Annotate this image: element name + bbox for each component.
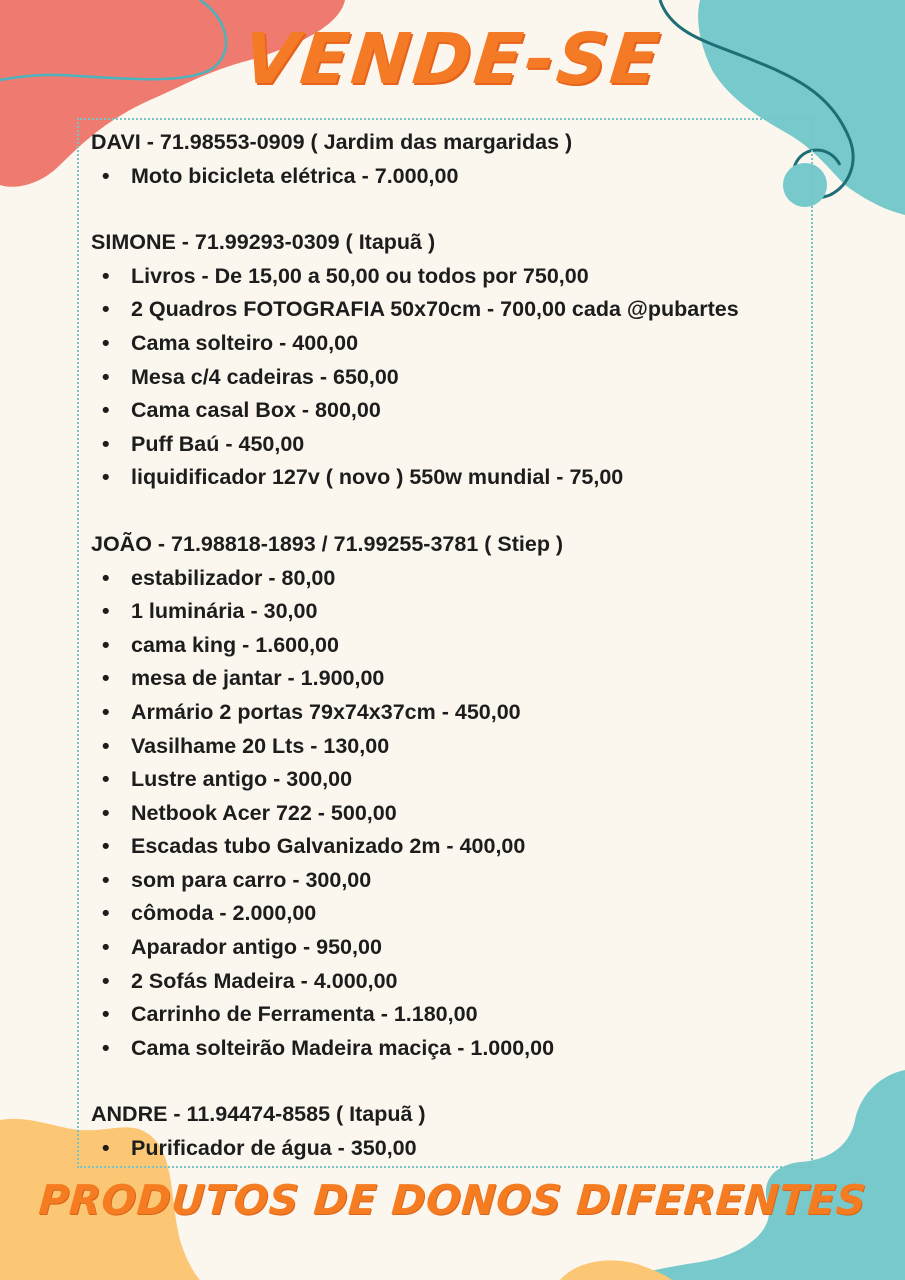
item-list <box>91 260 813 495</box>
footer-banner: PRODUTOS DE DONOS DIFERENTES <box>37 1176 868 1224</box>
item-text: Cama casal Box - 800,00 <box>131 398 381 423</box>
item-text: Vasilhame 20 Lts - 130,00 <box>131 733 390 758</box>
list-item <box>91 864 813 898</box>
bullet-icon: • <box>102 398 110 423</box>
bullet-icon: • <box>102 599 110 624</box>
seller-section <box>91 226 813 495</box>
item-text: cômoda - 2.000,00 <box>131 901 317 926</box>
list-item <box>91 931 813 965</box>
list-item <box>91 965 813 999</box>
item-text: Livros - De 15,00 a 50,00 ou todos por 750,00 <box>131 263 589 288</box>
seller-heading: SIMONE - 71.99293-0309 ( Itapuã ) <box>91 230 436 255</box>
item-text: Netbook Acer 722 - 500,00 <box>131 800 397 825</box>
bullet-icon: • <box>102 364 110 389</box>
bullet-icon: • <box>102 163 110 188</box>
page-title: VENDE-SE <box>239 18 666 100</box>
list-item <box>91 260 813 294</box>
item-text: Mesa c/4 cadeiras - 650,00 <box>131 364 399 389</box>
seller-section <box>91 126 813 193</box>
list-item <box>91 327 813 361</box>
bullet-icon: • <box>102 565 110 590</box>
seller-heading: DAVI - 71.98553-0909 ( Jardim das margaridas ) <box>91 130 573 154</box>
item-text: Lustre antigo - 300,00 <box>131 767 353 792</box>
item-text: Escadas tubo Galvanizado 2m - 400,00 <box>131 834 526 859</box>
seller-list <box>91 126 813 1199</box>
list-item <box>91 361 813 395</box>
item-text: 2 Sofás Madeira - 4.000,00 <box>131 968 398 993</box>
item-text: Cama solteirão Madeira maciça - 1.000,00 <box>131 1035 555 1060</box>
item-text: som para carro - 300,00 <box>131 867 372 892</box>
bullet-icon: • <box>102 699 110 724</box>
item-text: estabilizador - 80,00 <box>131 565 336 590</box>
list-item <box>91 696 813 730</box>
list-item <box>91 160 813 194</box>
bullet-icon: • <box>102 1136 110 1161</box>
bullet-icon: • <box>102 297 110 322</box>
item-text: 1 luminária - 30,00 <box>131 599 318 624</box>
list-item <box>91 629 813 663</box>
list-item <box>91 998 813 1032</box>
list-item <box>91 662 813 696</box>
item-list <box>91 160 813 194</box>
seller-heading: JOÃO - 71.98818-1893 / 71.99255-3781 ( Stiep ) <box>91 531 564 556</box>
list-item <box>91 293 813 327</box>
item-text: 2 Quadros FOTOGRAFIA 50x70cm - 700,00 cada @pubartes <box>131 297 739 322</box>
item-text: Moto bicicleta elétrica - 7.000,00 <box>131 163 459 188</box>
bullet-icon: • <box>102 632 110 657</box>
item-text: cama king - 1.600,00 <box>131 632 339 657</box>
list-item <box>91 897 813 931</box>
bullet-icon: • <box>102 431 110 456</box>
item-text: mesa de jantar - 1.900,00 <box>131 666 385 691</box>
item-text: Carrinho de Ferramenta - 1.180,00 <box>131 1002 478 1027</box>
seller-section <box>91 1098 813 1165</box>
item-text: Armário 2 portas 79x74x37cm - 450,00 <box>131 699 521 724</box>
bullet-icon: • <box>102 330 110 355</box>
bullet-icon: • <box>102 1035 110 1060</box>
seller-heading: ANDRE - 11.94474-8585 ( Itapuã ) <box>91 1102 426 1127</box>
list-item <box>91 763 813 797</box>
item-text: Purificador de água - 350,00 <box>131 1136 417 1161</box>
bullet-icon: • <box>102 666 110 691</box>
list-item <box>91 394 813 428</box>
bullet-icon: • <box>102 465 110 490</box>
bullet-icon: • <box>102 834 110 859</box>
list-item <box>91 562 813 596</box>
list-item <box>91 1032 813 1066</box>
bullet-icon: • <box>102 867 110 892</box>
list-item <box>91 730 813 764</box>
list-item <box>91 1132 813 1166</box>
bullet-icon: • <box>102 263 110 288</box>
item-text: Aparador antigo - 950,00 <box>131 935 382 960</box>
list-item <box>91 428 813 462</box>
list-item <box>91 797 813 831</box>
item-list <box>91 562 813 1066</box>
item-text: Puff Baú - 450,00 <box>131 431 305 456</box>
item-list <box>91 1132 813 1166</box>
seller-section <box>91 528 813 1066</box>
bullet-icon: • <box>102 968 110 993</box>
item-text: liquidificador 127v ( novo ) 550w mundial - 75,00 <box>131 465 624 490</box>
list-item <box>91 461 813 495</box>
item-text: Cama solteiro - 400,00 <box>131 330 359 355</box>
list-item <box>91 830 813 864</box>
bullet-icon: • <box>102 935 110 960</box>
list-item <box>91 595 813 629</box>
bullet-icon: • <box>102 733 110 758</box>
bullet-icon: • <box>102 767 110 792</box>
bullet-icon: • <box>102 800 110 825</box>
bullet-icon: • <box>102 1002 110 1027</box>
bullet-icon: • <box>102 901 110 926</box>
